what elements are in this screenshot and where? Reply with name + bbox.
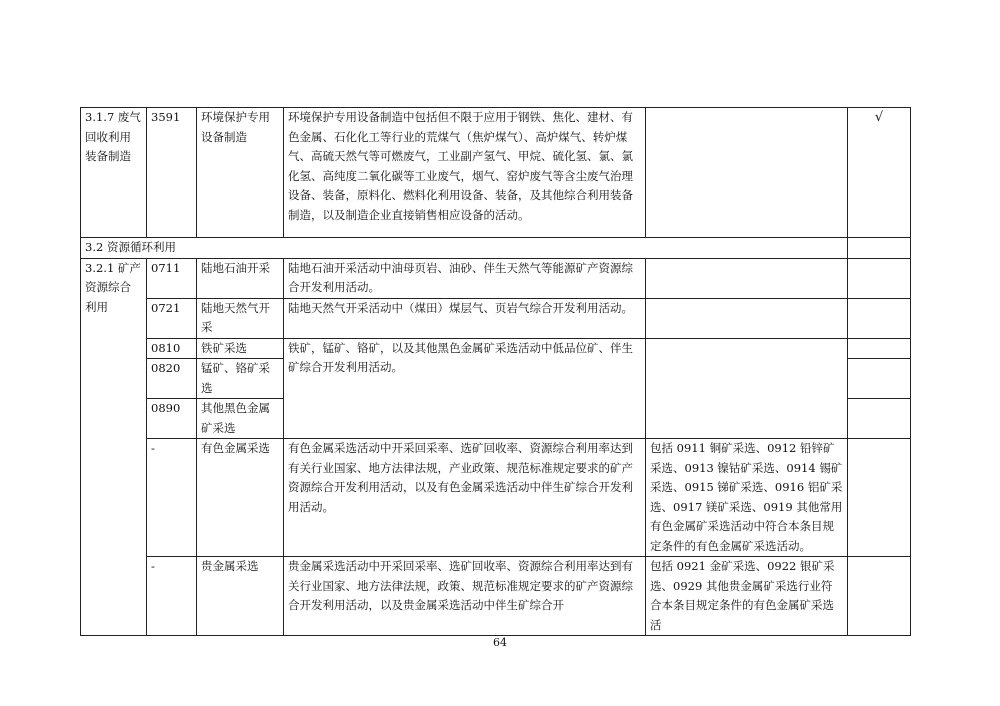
check-cell xyxy=(848,399,911,439)
table-row xyxy=(81,557,911,636)
code-cell xyxy=(147,557,197,636)
name-text: 陆地石油开采 xyxy=(201,260,270,275)
name-cell xyxy=(197,258,284,298)
name-text: 有色金属采选 xyxy=(201,441,270,455)
classification-table-container xyxy=(80,107,910,636)
note-cell xyxy=(646,338,848,439)
check-cell xyxy=(848,439,911,557)
description-text: 陆地天然气开采活动中（煤田）煤层气、页岩气综合开发利用活动。 xyxy=(288,300,633,315)
code-text: 0890 xyxy=(151,401,181,415)
name-text: 贵金属采选 xyxy=(201,559,259,573)
name-text: 其他黑色金属矿采选 xyxy=(201,401,270,435)
note-cell xyxy=(646,108,848,238)
name-cell xyxy=(197,359,284,399)
description-text: 环境保护专用设备制造中包括但不限于应用于钢铁、焦化、建材、有色金属、石化化工等行业的荒煤气（焦炉煤气）、高炉煤气、转炉煤气、高硫天然气等可燃废气，工业副产氢气、甲烷、硫化氢、氯、氯化氢、高纯度二氧化碳等工业废气，烟气、窑炉废气等含尘废气治理设备、装备，原料化、燃料化利用设备、装备，及其他综合利用装备制造，以及制造企业直接销售相应设备的活动。 xyxy=(288,110,633,222)
description-text: 陆地石油开采活动中油母页岩、油砂、伴生天然气等能源矿产资源综合开发利用活动。 xyxy=(288,260,633,294)
note-cell xyxy=(646,258,848,298)
table-row xyxy=(81,258,911,298)
name-cell xyxy=(197,557,284,636)
check-cell xyxy=(848,258,911,298)
classification-table xyxy=(80,107,911,636)
note-cell xyxy=(646,439,848,557)
description-cell xyxy=(284,298,646,338)
code-cell xyxy=(147,108,197,238)
section-header-text: 3.2 资源循环利用 xyxy=(85,240,176,254)
check-cell xyxy=(848,108,911,238)
name-text: 锰矿、铬矿采选 xyxy=(201,361,270,395)
description-cell xyxy=(284,338,646,439)
code-text: 0711 xyxy=(151,260,181,275)
page-number: 64 xyxy=(493,636,507,649)
code-text: 0810 xyxy=(151,340,181,355)
note-text: 包括 0911 铜矿采选、0912 铅锌矿采选、0913 镍钴矿采选、0914 锡矿采选、0915 锑矿采选、0916 铝矿采选、0917 镁矿采选、0919 其他常用有色金属矿采选活动中符合本条目规定条件的有色金属矿采选活动。 xyxy=(650,441,843,553)
check-cell xyxy=(848,557,911,636)
name-cell xyxy=(197,108,284,238)
note-text: 包括 0921 金矿采选、0922 银矿采选、0929 其他贵金属矿采选行业符合本条目规定条件的有色金属矿采选活 xyxy=(650,559,835,632)
description-text: 铁矿，锰矿、铬矿，以及其他黑色金属矿采选活动中低品位矿、伴生矿综合开发利用活动。 xyxy=(288,340,633,374)
code-text: 3591 xyxy=(151,110,181,124)
name-cell xyxy=(197,439,284,557)
name-text: 环境保护专用设备制造 xyxy=(201,110,270,144)
name-cell xyxy=(197,399,284,439)
checkmark-icon: √ xyxy=(874,110,884,125)
category-cell xyxy=(81,258,147,636)
code-text: 0721 xyxy=(151,300,181,315)
description-cell xyxy=(284,258,646,298)
code-cell xyxy=(147,439,197,557)
code-text: - xyxy=(151,441,155,455)
note-cell xyxy=(646,298,848,338)
check-cell xyxy=(848,338,911,359)
description-cell xyxy=(284,439,646,557)
description-text: 有色金属采选活动中开采回采率、选矿回收率、资源综合利用率达到有关行业国家、地方法律法规，产业政策、规范标准规定要求的矿产资源综合开发利用活动，以及有色金属采选活动中伴生矿综合开发利用活动。 xyxy=(288,441,633,514)
table-row xyxy=(81,338,911,359)
table-row xyxy=(81,108,911,238)
code-cell xyxy=(147,399,197,439)
code-text: - xyxy=(151,559,155,573)
description-text: 贵金属采选活动中开采回采率、选矿回收率、资源综合利用率达到有关行业国家、地方法律法规，政策、规范标准规定要求的矿产资源综合开发利用活动，以及贵金属采选活动中伴生矿综合开 xyxy=(288,559,633,612)
category-text: 3.1.7 废气回收利用装备制造 xyxy=(85,110,141,163)
section-header-row xyxy=(81,238,911,259)
table-row xyxy=(81,298,911,338)
category-text: 3.2.1 矿产资源综合利用 xyxy=(85,260,141,314)
category-cell xyxy=(81,108,147,238)
code-cell xyxy=(147,359,197,399)
table-row xyxy=(81,439,911,557)
note-cell xyxy=(646,557,848,636)
description-cell xyxy=(284,557,646,636)
name-text: 铁矿采选 xyxy=(201,340,247,355)
section-header-cell xyxy=(81,238,848,259)
name-cell xyxy=(197,338,284,359)
name-cell xyxy=(197,298,284,338)
code-cell xyxy=(147,338,197,359)
check-cell xyxy=(848,298,911,338)
code-text: 0820 xyxy=(151,361,181,375)
code-cell xyxy=(147,258,197,298)
name-text: 陆地天然气开采 xyxy=(201,300,270,334)
check-cell xyxy=(848,238,911,259)
code-cell xyxy=(147,298,197,338)
description-cell xyxy=(284,108,646,238)
check-cell xyxy=(848,359,911,399)
